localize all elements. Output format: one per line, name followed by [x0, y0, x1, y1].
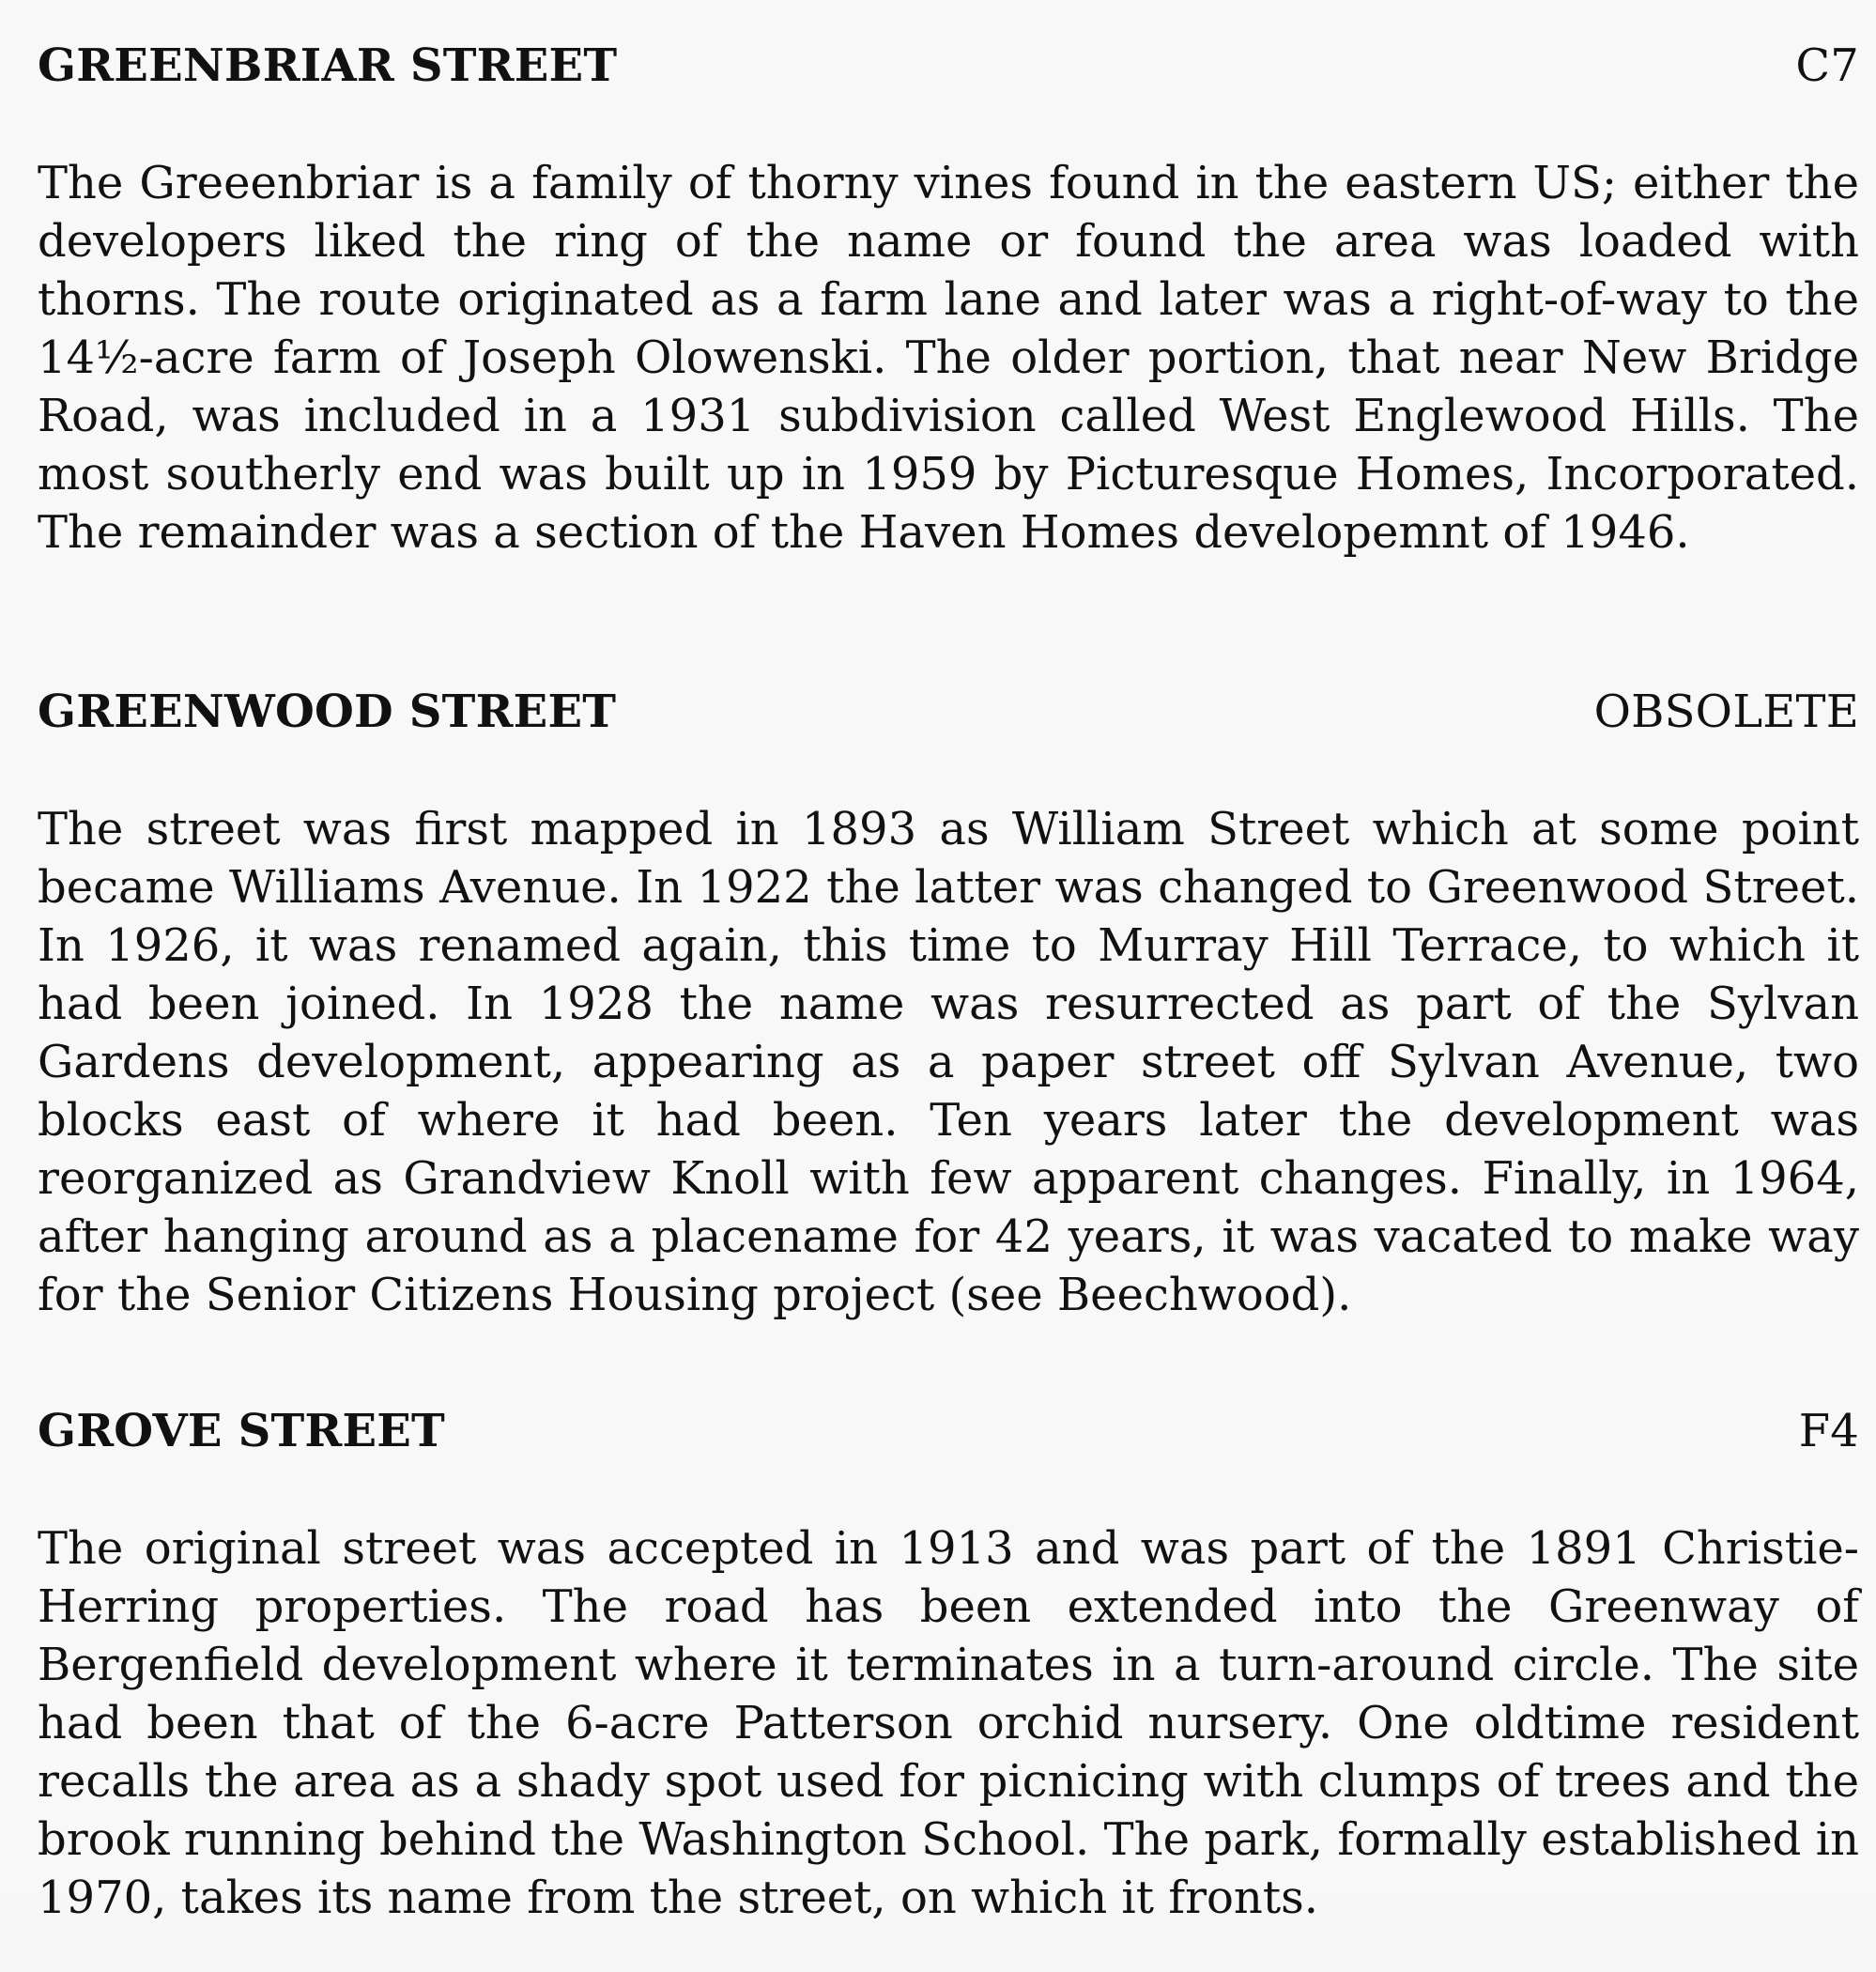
- entry-body: The original street was accepted in 1913 and was part of the 1891 Christie-Herring properties. The road has been extended into the Greenway of Bergenfield development where it terminates in a turn-around circle. The site had been that of the 6-acre Patterson orchid nursery. One oldtime resident recalls the area as a shady spot used for picnicing with clumps of trees and the brook running behind the Washington School. The park, formally established in 1970, takes its name from the street, on which it fronts.: [38, 1522, 1859, 1924]
- entry-greenwood-street: [38, 686, 1859, 1369]
- map-reference: OBSOLETE: [1593, 686, 1859, 738]
- entry-title: GROVE STREET: [38, 1405, 445, 1457]
- entry-grove-street: [38, 1405, 1859, 1972]
- map-reference: C7: [1795, 39, 1859, 92]
- entry-header: [38, 1405, 1859, 1457]
- entry-greenbriar-street: [38, 39, 1859, 607]
- entry-title: GREENWOOD STREET: [38, 686, 617, 738]
- entry-title: GREENBRIAR STREET: [38, 39, 618, 92]
- entry-body: The Greeenbriar is a family of thorny vines found in the eastern US; either the developers liked the ring of the name or found the area was loaded with thorns. The route originated as a farm lane and later was a right-of-way to the 14½-acre farm of Joseph Olowenski. The older portion, that near New Bridge Road, was included in a 1931 subdivision called West Englewood Hills. The most southerly end was built up in 1959 by Picturesque Homes, Incorporated. The remainder was a section of the Haven Homes developemnt of 1946.: [38, 157, 1859, 559]
- entry-header: [38, 686, 1859, 738]
- entry-header: [38, 39, 1859, 92]
- map-reference: F4: [1798, 1405, 1859, 1457]
- entry-body: The street was first mapped in 1893 as William Street which at some point became Williams Avenue. In 1922 the latter was changed to Greenwood Street. In 1926, it was renamed again, this time to Murray Hill Terrace, to which it had been joined. In 1928 the name was resurrected as part of the Sylvan Gardens development, appearing as a paper street off Sylvan Avenue, two blocks east of where it had been. Ten years later the development was reorganized as Grandview Knoll with few apparent changes. Finally, in 1964, after hanging around as a placename for 42 years, it was vacated to make way for the Senior Citizens Housing project (see Beechwood).: [38, 803, 1859, 1321]
